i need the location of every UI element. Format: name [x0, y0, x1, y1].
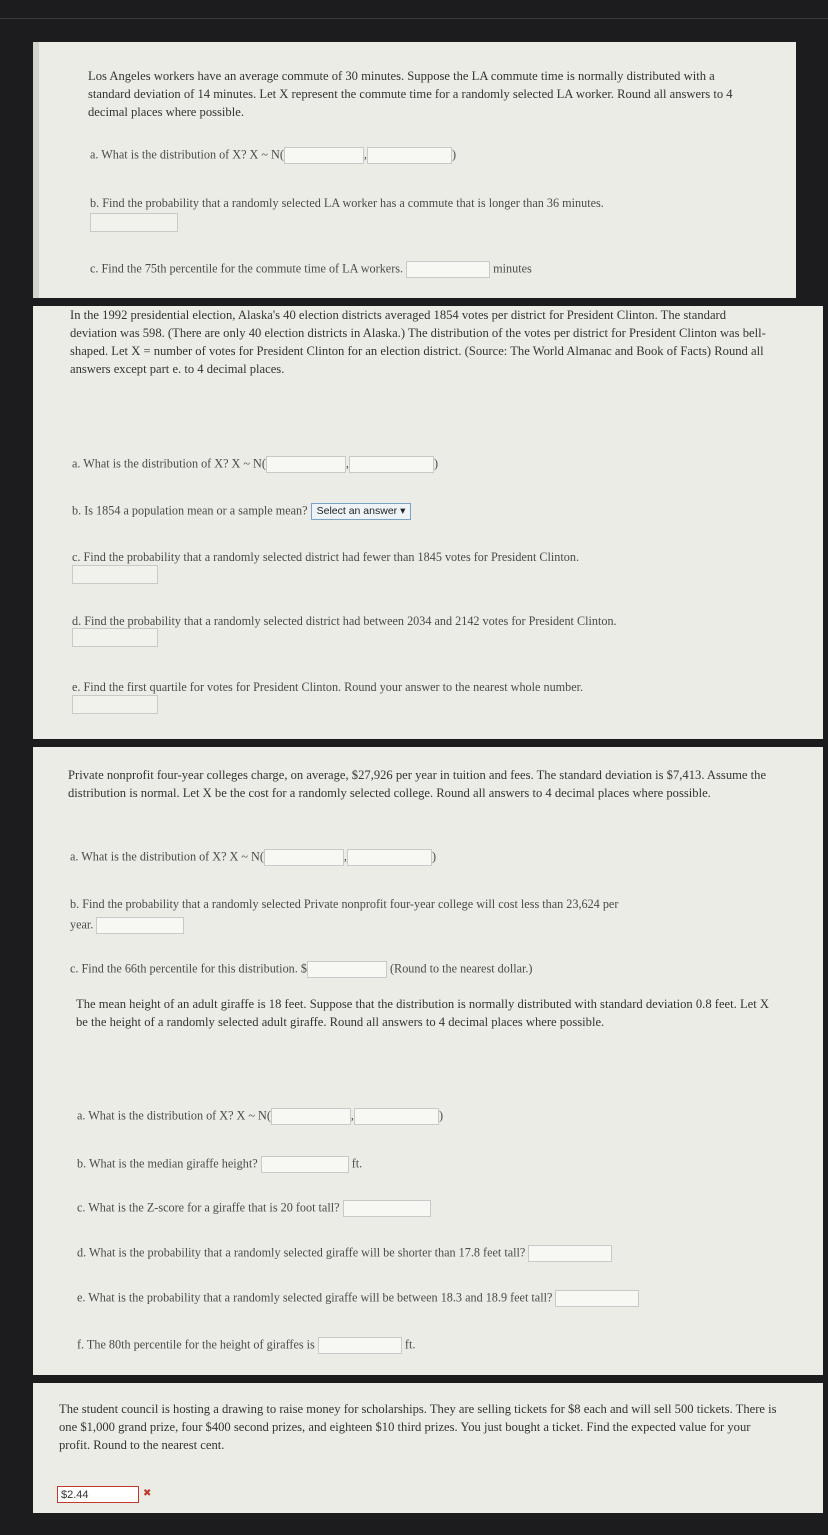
- problem-card-la-commute: [33, 42, 796, 298]
- problem-text: In the 1992 presidential election, Alaska's 40 election districts averaged 1854 votes per district for President Clinton. The standard deviation was 598. (There are only 40 election districts in Alaska.) The distribution of the votes per district for President Clinton was bell-shaped. Let X = number of votes for President Clinton for an election district. (Source: The World Almanac and Book of Facts) Round all answers except part e. to 4 decimal places.: [70, 308, 766, 376]
- question-d-label: d. What is the probability that a randomly selected giraffe will be shorter than 17.8 feet tall?: [77, 1245, 526, 1260]
- comma: ,: [350, 1108, 354, 1123]
- mean-input[interactable]: [271, 1108, 351, 1125]
- mean-input[interactable]: [264, 849, 344, 866]
- question-b-cont: [70, 917, 184, 934]
- probability-input[interactable]: [96, 917, 184, 934]
- percentile-input[interactable]: [307, 961, 387, 978]
- question-a-label: a. What is the distribution of X? X ~ N(: [70, 849, 264, 864]
- question-a-label: a. What is the distribution of X? X ~ N(: [72, 456, 266, 471]
- question-f-label: f. The 80th percentile for the height of giraffes is: [77, 1337, 315, 1352]
- sd-input[interactable]: [367, 147, 452, 164]
- problem-text: Private nonprofit four-year colleges charge, on average, $27,926 per year in tuition and fees. The standard deviation is $7,413. Assume the distribution is normal. Let X be the cost for a randomly selected college. Round all answers to 4 decimal places where possible.: [68, 768, 767, 800]
- percentile-input[interactable]: [406, 261, 490, 278]
- question-a-label: a. What is the distribution of X? X ~ N(: [77, 1108, 271, 1123]
- sd-input[interactable]: [349, 456, 434, 473]
- problem-card-college-costs: [33, 747, 823, 1006]
- median-input[interactable]: [261, 1156, 349, 1173]
- question-c-label: c. What is the Z-score for a giraffe that is 20 foot tall?: [77, 1200, 340, 1215]
- zscore-input[interactable]: [343, 1200, 431, 1217]
- question-b-label: b. What is the median giraffe height?: [77, 1156, 258, 1171]
- rounding-note: (Round to the nearest dollar.): [390, 961, 533, 976]
- question-c-label: c. Find the 75th percentile for the commute time of LA workers.: [90, 261, 404, 276]
- incorrect-icon: ✖: [143, 1488, 152, 1499]
- comma: ,: [343, 849, 347, 864]
- question-b-label: b. Find the probability that a randomly selected Private nonprofit four-year college will cost less than 23,624 per: [70, 897, 619, 911]
- top-divider: [0, 18, 828, 19]
- close-paren: ): [433, 456, 438, 471]
- question-b: [72, 503, 411, 520]
- answer-select[interactable]: Select an answer ▾: [311, 503, 412, 520]
- quartile-input[interactable]: [72, 695, 158, 714]
- probability-input[interactable]: [72, 628, 158, 647]
- question-a: [90, 147, 456, 164]
- question-f: [77, 1337, 415, 1354]
- problem-text: The student council is hosting a drawing to raise money for scholarships. They are selling tickets for $8 each and will sell 500 tickets. There is one $1,000 grand prize, four $400 second prizes, and eighteen $10 third prizes. You just bought a ticket. Find the expected value for your profit. Round to the nearest cent.: [59, 1402, 777, 1452]
- percentile-input[interactable]: [318, 1337, 402, 1354]
- card-edge: [33, 42, 39, 298]
- comma: ,: [345, 456, 349, 471]
- probability-input[interactable]: [90, 213, 178, 232]
- question-e-label: e. Find the first quartile for votes for President Clinton. Round your answer to the nearest whole number.: [72, 680, 584, 694]
- sd-input[interactable]: [347, 849, 432, 866]
- question-c-label: c. Find the 66th percentile for this distribution. $: [70, 961, 307, 976]
- question-e-label: e. What is the probability that a randomly selected giraffe will be between 18.3 and 18.9 feet tall?: [77, 1290, 553, 1305]
- question-c-label: c. Find the probability that a randomly selected district had fewer than 1845 votes for President Clinton.: [72, 550, 580, 564]
- question-a: [72, 456, 438, 473]
- probability-input[interactable]: [555, 1290, 639, 1307]
- dollar-sign: $: [61, 1489, 68, 1501]
- probability-input[interactable]: [72, 565, 158, 584]
- question-d: [77, 1245, 612, 1262]
- problem-text: The mean height of an adult giraffe is 18 feet. Suppose that the distribution is normally distributed with standard deviation 0.8 feet. Let X be the height of a randomly selected adult giraffe. Round all answers to 4 decimal places where possible.: [76, 997, 769, 1029]
- question-b-cont-label: year.: [70, 917, 94, 932]
- problem-card-expected-value: [33, 1383, 823, 1513]
- unit-label: minutes: [493, 261, 532, 276]
- unit-label: ft.: [351, 1156, 363, 1171]
- question-a-label: a. What is the distribution of X? X ~ N(: [90, 147, 284, 162]
- comma: ,: [363, 147, 367, 162]
- question-c: [90, 261, 532, 278]
- question-c: [70, 961, 533, 978]
- sd-input[interactable]: [354, 1108, 439, 1125]
- question-a: [77, 1108, 443, 1125]
- close-paren: ): [431, 849, 436, 864]
- problem-card-giraffe: [33, 990, 823, 1375]
- question-b-label: b. Is 1854 a population mean or a sample mean?: [72, 503, 308, 518]
- question-c: [77, 1200, 431, 1217]
- question-b-label: b. Find the probability that a randomly selected LA worker has a commute that is longer than 36 minutes.: [90, 196, 604, 210]
- answer-value: 2.44: [67, 1489, 89, 1501]
- probability-input[interactable]: [528, 1245, 612, 1262]
- expected-value-input[interactable]: [57, 1486, 139, 1503]
- question-d-label: d. Find the probability that a randomly selected district had between 2034 and 2142 votes for President Clinton.: [72, 614, 617, 628]
- mean-input[interactable]: [284, 147, 364, 164]
- close-paren: ): [438, 1108, 443, 1123]
- question-b: [77, 1156, 362, 1173]
- problem-card-alaska-election: [33, 306, 823, 739]
- unit-label: ft.: [404, 1337, 416, 1352]
- problem-text: Los Angeles workers have an average commute of 30 minutes. Suppose the LA commute time is normally distributed with a standard deviation of 14 minutes. Let X represent the commute time for a randomly selected LA worker. Round all answers to 4 decimal places where possible.: [88, 69, 733, 119]
- mean-input[interactable]: [266, 456, 346, 473]
- close-paren: ): [451, 147, 456, 162]
- question-e: [77, 1290, 639, 1307]
- question-a: [70, 849, 436, 866]
